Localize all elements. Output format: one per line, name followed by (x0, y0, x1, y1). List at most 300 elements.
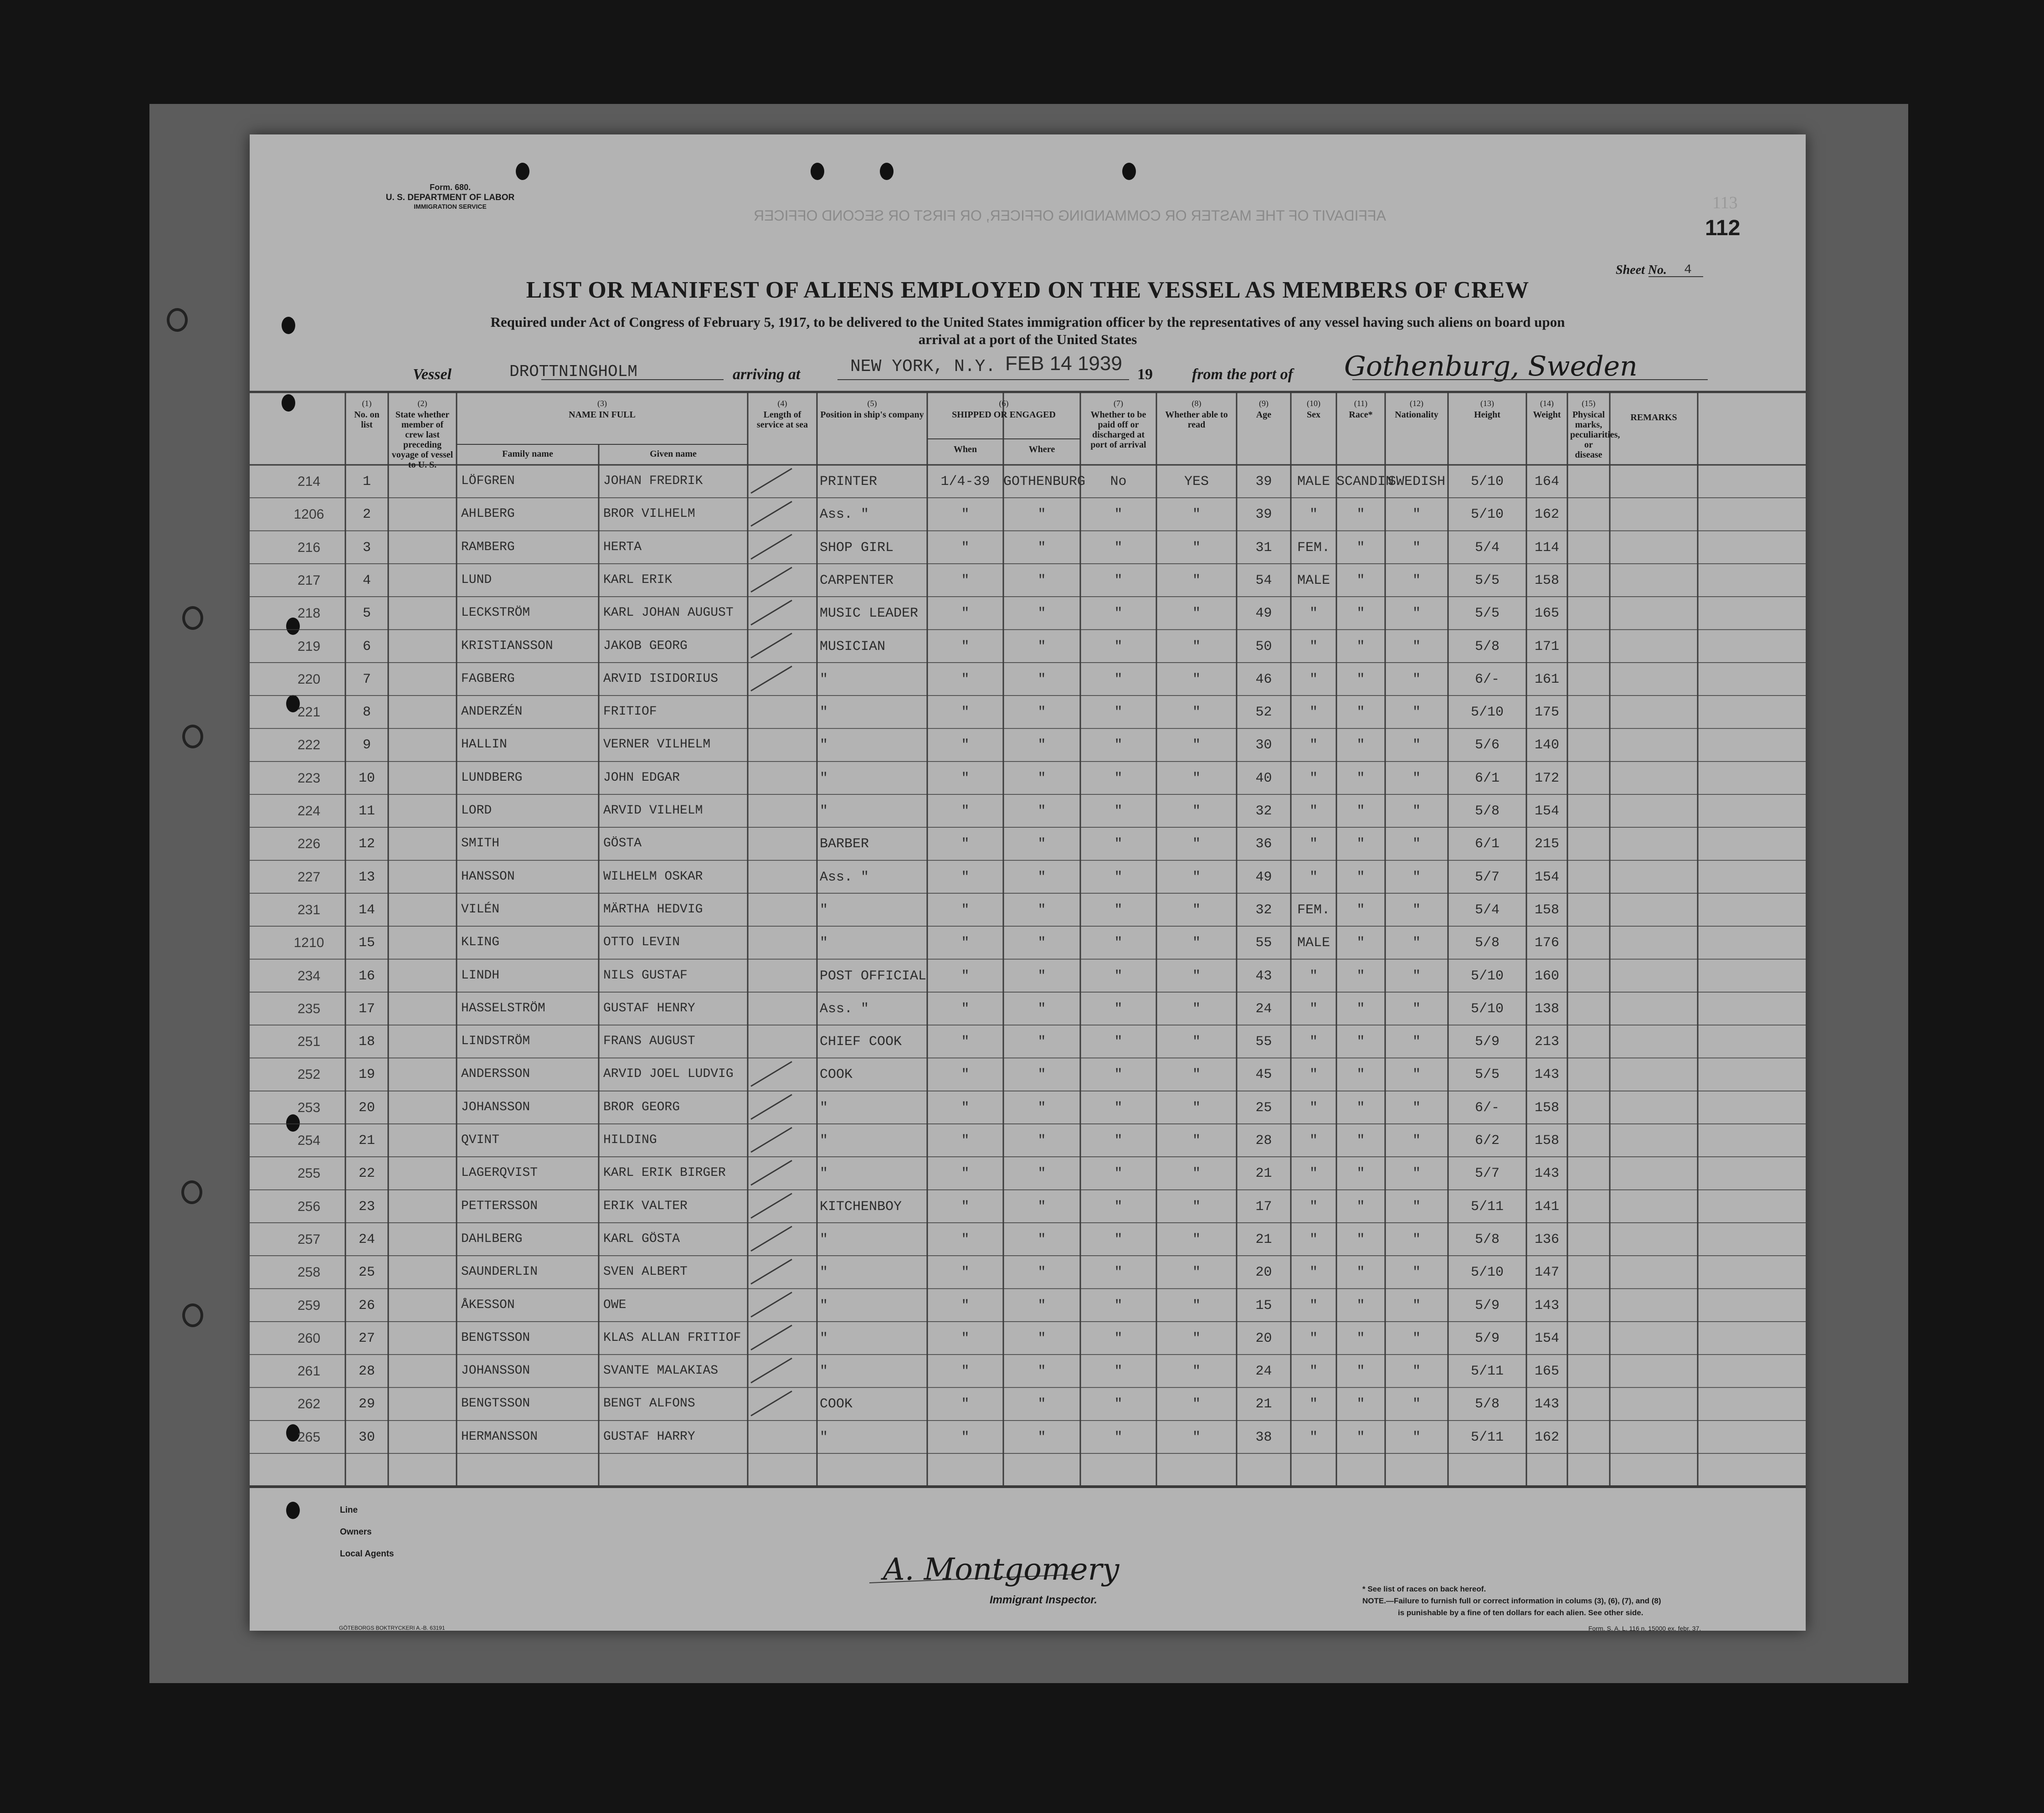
column-header-label: Height (1474, 410, 1500, 420)
crew-family-cell: VILÉN (461, 902, 500, 917)
crew-age-cell: 20 (1255, 1265, 1272, 1281)
column-number: (2) (417, 399, 427, 408)
crew-when-cell: " (961, 1001, 970, 1017)
crew-read-cell: " (1192, 869, 1201, 885)
crew-read-cell: " (1192, 770, 1201, 786)
crew-read-cell: " (1192, 1001, 1201, 1017)
inspector-label: Immigrant Inspector. (990, 1594, 1098, 1606)
crew-row (250, 1058, 1806, 1091)
crew-when-cell: " (961, 836, 970, 852)
crew-weight-cell: 140 (1534, 737, 1559, 753)
crew-race-cell: " (1356, 507, 1365, 523)
crew-given-cell: ARVID VILHELM (603, 803, 703, 818)
crew-given-cell: MÄRTHA HEDVIG (603, 902, 703, 917)
crew-height-cell: 5/8 (1474, 1396, 1500, 1412)
crew-age-cell: 39 (1255, 474, 1272, 489)
crew-nationality-cell: " (1412, 869, 1421, 885)
crew-paid-cell: " (1114, 1166, 1123, 1182)
crew-race-cell: SCANDIN. (1336, 474, 1402, 489)
crew-row (250, 893, 1806, 926)
crew-no-cell: 23 (358, 1199, 375, 1215)
crew-age-cell: 39 (1255, 507, 1272, 523)
vessel-label: Vessel (413, 366, 452, 383)
crew-given-cell: BROR VILHELM (603, 507, 695, 521)
crew-age-cell: 40 (1255, 770, 1272, 786)
crew-sex-cell: " (1309, 1231, 1318, 1247)
crew-paid-cell: " (1114, 639, 1123, 654)
crew-when-cell: " (961, 1298, 970, 1313)
crew-ref-cell: 217 (297, 572, 321, 588)
crew-read-cell: " (1192, 1199, 1201, 1215)
crew-paid-cell: " (1114, 935, 1123, 951)
crew-age-cell: 17 (1255, 1199, 1272, 1215)
crew-weight-cell: 138 (1534, 1001, 1559, 1017)
crew-weight-cell: 158 (1534, 572, 1559, 588)
crew-given-cell: JOHAN FREDRIK (603, 474, 703, 488)
crew-nationality-cell: " (1412, 1330, 1421, 1346)
crew-row (250, 1025, 1806, 1058)
crew-nationality-cell: " (1412, 737, 1421, 753)
column-header-label: NAME IN FULL (569, 410, 636, 420)
crew-where-cell: " (1037, 737, 1046, 753)
crew-ref-cell: 220 (297, 671, 321, 687)
crew-when-cell: " (961, 705, 970, 721)
crew-ref-cell: 256 (297, 1199, 321, 1214)
crew-read-cell: " (1192, 1231, 1201, 1247)
crew-weight-cell: 162 (1534, 1429, 1559, 1445)
crew-family-cell: LAGERQVIST (461, 1166, 538, 1180)
departure-port: Gothenburg, Sweden (1344, 350, 1638, 382)
crew-ref-cell: 1206 (293, 507, 324, 522)
penalty-note-line1: NOTE.—Failure to furnish full or correct information in colums (3), (6), (7), and (8) (1362, 1597, 1661, 1605)
crew-where-cell: " (1037, 1231, 1046, 1247)
crew-family-cell: PETTERSSON (461, 1199, 538, 1213)
crew-given-cell: NILS GUSTAF (603, 968, 688, 983)
crew-row (250, 1223, 1806, 1256)
crew-position-cell: CHIEF COOK (820, 1034, 902, 1050)
crew-ref-cell: 258 (297, 1265, 321, 1280)
crew-paid-cell: No (1110, 474, 1127, 489)
crew-race-cell: " (1356, 770, 1365, 786)
crew-ref-cell: 265 (297, 1429, 321, 1445)
crew-read-cell: " (1192, 671, 1201, 687)
crew-height-cell: 6/1 (1474, 836, 1500, 852)
crew-no-cell: 26 (358, 1298, 375, 1313)
crew-no-cell: 17 (358, 1001, 375, 1017)
crew-sex-cell: MALE (1297, 572, 1330, 588)
crew-race-cell: " (1356, 1396, 1365, 1412)
crew-read-cell: " (1192, 639, 1201, 654)
crew-race-cell: " (1356, 572, 1365, 588)
crew-sex-cell: " (1309, 770, 1318, 786)
form-code: Form. S. A. L. 116 n. 15000 ex. febr. 37. (1588, 1625, 1701, 1632)
crew-nationality-cell: " (1412, 1034, 1421, 1050)
crew-family-cell: LORD (461, 803, 492, 818)
crew-where-cell: " (1037, 1001, 1046, 1017)
crew-no-cell: 19 (358, 1067, 375, 1083)
column-header-label: Age (1256, 410, 1272, 420)
crew-sex-cell: " (1309, 869, 1318, 885)
crew-weight-cell: 158 (1534, 902, 1559, 918)
crew-height-cell: 5/7 (1474, 1166, 1500, 1182)
crew-age-cell: 32 (1255, 803, 1272, 819)
crew-paid-cell: " (1114, 968, 1123, 984)
crew-paid-cell: " (1114, 902, 1123, 918)
crew-height-cell: 5/5 (1474, 572, 1500, 588)
crew-family-cell: JOHANSSON (461, 1100, 530, 1114)
crew-ref-cell: 223 (297, 770, 321, 786)
crew-read-cell: " (1192, 1364, 1201, 1380)
column-number: (12) (1410, 399, 1423, 408)
crew-when-cell: " (961, 1364, 970, 1380)
crew-height-cell: 5/5 (1474, 606, 1500, 622)
crew-age-cell: 30 (1255, 737, 1272, 753)
column-header-label: Family name (502, 449, 553, 459)
crew-given-cell: KARL JOHAN AUGUST (603, 606, 734, 620)
crew-nationality-cell: " (1412, 770, 1421, 786)
crew-weight-cell: 213 (1534, 1034, 1559, 1050)
crew-height-cell: 5/10 (1470, 705, 1504, 721)
crew-paid-cell: " (1114, 1364, 1123, 1380)
sheet-number-value: 4 (1684, 263, 1692, 277)
crew-where-cell: " (1037, 1364, 1046, 1380)
crew-read-cell: " (1192, 705, 1201, 721)
crew-read-cell: " (1192, 1298, 1201, 1313)
crew-race-cell: " (1356, 1001, 1365, 1017)
crew-height-cell: 5/8 (1474, 639, 1500, 654)
crew-sex-cell: " (1309, 1133, 1318, 1149)
crew-sex-cell: " (1309, 1166, 1318, 1182)
crew-sex-cell: " (1309, 968, 1318, 984)
crew-when-cell: " (961, 1429, 970, 1445)
crew-position-cell: " (820, 737, 828, 753)
crew-family-cell: LINDSTRÖM (461, 1034, 530, 1049)
crew-given-cell: ERIK VALTER (603, 1199, 688, 1213)
crew-family-cell: RAMBERG (461, 540, 515, 554)
column-number: (3) (597, 399, 607, 408)
crew-given-cell: GÖSTA (603, 836, 642, 851)
crew-row (250, 1289, 1806, 1322)
crew-no-cell: 20 (358, 1100, 375, 1116)
crew-paid-cell: " (1114, 1231, 1123, 1247)
crew-ref-cell: 255 (297, 1166, 321, 1181)
crew-height-cell: 5/10 (1470, 507, 1504, 523)
crew-where-cell: " (1037, 1100, 1046, 1116)
crew-row (250, 597, 1806, 629)
crew-age-cell: 55 (1255, 935, 1272, 951)
crew-read-cell: " (1192, 1265, 1201, 1281)
crew-given-cell: KARL GÖSTA (603, 1231, 680, 1246)
crew-no-cell: 29 (358, 1396, 375, 1412)
crew-family-cell: QVINT (461, 1133, 500, 1147)
crew-age-cell: 31 (1255, 540, 1272, 556)
crew-age-cell: 38 (1255, 1429, 1272, 1445)
crew-when-cell: " (961, 803, 970, 819)
crew-when-cell: " (961, 968, 970, 984)
binder-hole (182, 606, 203, 630)
crew-age-cell: 24 (1255, 1001, 1272, 1017)
crew-age-cell: 15 (1255, 1298, 1272, 1313)
inspector-signature: A. Montgomery (883, 1552, 1120, 1587)
crew-age-cell: 46 (1255, 671, 1272, 687)
crew-ref-cell: 262 (297, 1396, 321, 1412)
crew-when-cell: " (961, 935, 970, 951)
crew-race-cell: " (1356, 1199, 1365, 1215)
crew-height-cell: 5/11 (1470, 1199, 1504, 1215)
crew-nationality-cell: " (1412, 1100, 1421, 1116)
crew-where-cell: " (1037, 803, 1046, 819)
crew-weight-cell: 175 (1534, 705, 1559, 721)
column-number: (5) (867, 399, 877, 408)
crew-nationality-cell: " (1412, 935, 1421, 951)
crew-race-cell: " (1356, 803, 1365, 819)
crew-no-cell: 9 (362, 737, 371, 753)
crew-age-cell: 21 (1255, 1396, 1272, 1412)
column-header-label: Weight (1533, 410, 1561, 420)
crew-nationality-cell: " (1412, 540, 1421, 556)
crew-row (250, 827, 1806, 860)
crew-position-cell: " (820, 1100, 828, 1116)
crew-sex-cell: MALE (1297, 474, 1330, 489)
crew-paid-cell: " (1114, 507, 1123, 523)
crew-nationality-cell: " (1412, 1166, 1421, 1182)
crew-paid-cell: " (1114, 705, 1123, 721)
crew-given-cell: JOHN EDGAR (603, 770, 680, 785)
crew-height-cell: 5/8 (1474, 1231, 1500, 1247)
crew-given-cell: JAKOB GEORG (603, 639, 688, 653)
crew-row (250, 762, 1806, 794)
crew-nationality-cell: " (1412, 705, 1421, 721)
crew-paid-cell: " (1114, 1100, 1123, 1116)
crew-sex-cell: " (1309, 1298, 1318, 1313)
crew-where-cell: " (1037, 606, 1046, 622)
crew-family-cell: BENGTSSON (461, 1396, 530, 1411)
crew-where-cell: " (1037, 1034, 1046, 1050)
crew-weight-cell: 172 (1534, 770, 1559, 786)
column-number: (11) (1354, 399, 1368, 408)
crew-when-cell: " (961, 572, 970, 588)
crew-ref-cell: 235 (297, 1001, 321, 1016)
crew-position-cell: " (820, 902, 828, 918)
crew-no-cell: 22 (358, 1166, 375, 1182)
crew-nationality-cell: " (1412, 639, 1421, 654)
crew-no-cell: 5 (362, 606, 371, 622)
column-header-label: State whether member of crew last preceding voyage of vessel to U. S. (391, 410, 453, 470)
crew-ref-cell: 218 (297, 606, 321, 621)
crew-position-cell: " (820, 1429, 828, 1445)
crew-no-cell: 27 (358, 1330, 375, 1346)
crew-given-cell: KARL ERIK (603, 572, 673, 587)
crew-given-cell: WILHELM OSKAR (603, 869, 703, 884)
year-label: 19 (1137, 366, 1153, 383)
crew-position-cell: " (820, 770, 828, 786)
crew-row (250, 1190, 1806, 1223)
crew-when-cell: " (961, 540, 970, 556)
crew-when-cell: " (961, 507, 970, 523)
crew-race-cell: " (1356, 606, 1365, 622)
crew-race-cell: " (1356, 869, 1365, 885)
mirrored-affidavit-text: AFFIDAVIT OF THE MASTER OR COMMANDING OFFICER, OR FIRST OR SECOND OFFICER (754, 207, 1386, 224)
crew-weight-cell: 143 (1534, 1298, 1559, 1313)
crew-given-cell: BENGT ALFONS (603, 1396, 695, 1411)
crew-nationality-cell: " (1412, 1364, 1421, 1380)
crew-race-cell: " (1356, 1429, 1365, 1445)
binder-hole (181, 1180, 202, 1204)
crew-family-cell: KRISTIANSSON (461, 639, 553, 653)
crew-height-cell: 5/10 (1470, 1001, 1504, 1017)
crew-sex-cell: " (1309, 671, 1318, 687)
crew-race-cell: " (1356, 705, 1365, 721)
crew-position-cell: MUSICIAN (820, 639, 886, 654)
column-number: (10) (1307, 399, 1320, 408)
column-header-label: Nationality (1395, 410, 1438, 420)
crew-given-cell: KARL ERIK BIRGER (603, 1166, 726, 1180)
crew-row (250, 465, 1806, 498)
crew-position-cell: SHOP GIRL (820, 540, 894, 556)
crew-no-cell: 3 (362, 540, 371, 556)
crew-race-cell: " (1356, 935, 1365, 951)
column-number: (4) (777, 399, 787, 408)
crew-no-cell: 24 (358, 1231, 375, 1247)
crew-race-cell: " (1356, 1364, 1365, 1380)
column-header-label: Whether to be paid off or discharged at port of arrival (1090, 410, 1146, 450)
column-header-label: Position in ship's company (820, 410, 924, 420)
crew-weight-cell: 143 (1534, 1396, 1559, 1412)
crew-when-cell: " (961, 869, 970, 885)
crew-paid-cell: " (1114, 1034, 1123, 1050)
crew-weight-cell: 154 (1534, 1330, 1559, 1346)
crew-position-cell: KITCHENBOY (820, 1199, 902, 1215)
column-header-label: Given name (650, 449, 697, 459)
crew-position-cell: " (820, 1364, 828, 1380)
crew-read-cell: " (1192, 1330, 1201, 1346)
crew-weight-cell: 164 (1534, 474, 1559, 489)
crew-race-cell: " (1356, 968, 1365, 984)
crew-given-cell: ARVID JOEL LUDVIG (603, 1067, 734, 1082)
crew-row (250, 1322, 1806, 1355)
crew-family-cell: ÅKESSON (461, 1298, 515, 1312)
crew-read-cell: " (1192, 540, 1201, 556)
crew-nationality-cell: " (1412, 968, 1421, 984)
crew-read-cell: " (1192, 836, 1201, 852)
crew-weight-cell: 176 (1534, 935, 1559, 951)
crew-read-cell: " (1192, 606, 1201, 622)
crew-weight-cell: 136 (1534, 1231, 1559, 1247)
crew-no-cell: 16 (358, 968, 375, 984)
crew-weight-cell: 154 (1534, 869, 1559, 885)
crew-weight-cell: 114 (1534, 540, 1559, 556)
crew-where-cell: " (1037, 1396, 1046, 1412)
crew-height-cell: 5/10 (1470, 474, 1504, 489)
crew-nationality-cell: " (1412, 1001, 1421, 1017)
crew-where-cell: " (1037, 968, 1046, 984)
crew-position-cell: " (820, 1166, 828, 1182)
crew-row (250, 564, 1806, 597)
crew-nationality-cell: SWEDISH (1387, 474, 1446, 489)
crew-family-cell: LUND (461, 572, 492, 587)
crew-ref-cell: 219 (297, 639, 321, 654)
crew-where-cell: " (1037, 705, 1046, 721)
crew-sex-cell: " (1309, 737, 1318, 753)
crew-paid-cell: " (1114, 770, 1123, 786)
crew-where-cell: " (1037, 1199, 1046, 1215)
crew-paid-cell: " (1114, 1330, 1123, 1346)
from-port-label: from the port of (1192, 366, 1293, 383)
page-number: 112 (1705, 216, 1741, 240)
crew-weight-cell: 165 (1534, 1364, 1559, 1380)
crew-sex-cell: " (1309, 1396, 1318, 1412)
crew-paid-cell: " (1114, 836, 1123, 852)
crew-height-cell: 5/4 (1474, 902, 1500, 918)
crew-race-cell: " (1356, 540, 1365, 556)
crew-when-cell: " (961, 1133, 970, 1149)
crew-where-cell: " (1037, 902, 1046, 918)
crew-weight-cell: 158 (1534, 1133, 1559, 1149)
crew-paid-cell: " (1114, 1265, 1123, 1281)
department-name: U. S. DEPARTMENT OF LABOR (385, 193, 515, 202)
crew-position-cell: " (820, 1231, 828, 1247)
crew-no-cell: 13 (358, 869, 375, 885)
crew-given-cell: SVEN ALBERT (603, 1265, 688, 1279)
crew-family-cell: JOHANSSON (461, 1364, 530, 1378)
crew-sex-cell: " (1309, 606, 1318, 622)
crew-ref-cell: 227 (297, 869, 321, 885)
crew-position-cell: COOK (820, 1396, 853, 1412)
crew-sex-cell: " (1309, 1067, 1318, 1083)
crew-ref-cell: 251 (297, 1034, 321, 1050)
column-header-label: When (953, 444, 977, 454)
crew-position-cell: PRINTER (820, 474, 878, 489)
crew-row (250, 1355, 1806, 1387)
crew-sex-cell: " (1309, 1199, 1318, 1215)
crew-read-cell: YES (1184, 474, 1209, 489)
column-header-label: Sex (1307, 410, 1320, 420)
crew-weight-cell: 143 (1534, 1166, 1559, 1182)
crew-weight-cell: 143 (1534, 1067, 1559, 1083)
crew-age-cell: 24 (1255, 1364, 1272, 1380)
crew-read-cell: " (1192, 968, 1201, 984)
crew-no-cell: 8 (362, 705, 371, 721)
crew-age-cell: 43 (1255, 968, 1272, 984)
crew-family-cell: LECKSTRÖM (461, 606, 530, 620)
arriving-label: arriving at (733, 366, 801, 383)
manifest-subtitle-line1: Required under Act of Congress of February 5, 1917, to be delivered to the United States immigration officer by the representatives of any vessel having such aliens on board upon (490, 314, 1565, 330)
crew-row (250, 992, 1806, 1025)
crew-nationality-cell: " (1412, 1298, 1421, 1313)
crew-height-cell: 5/11 (1470, 1429, 1504, 1445)
crew-height-cell: 5/9 (1474, 1034, 1500, 1050)
crew-read-cell: " (1192, 902, 1201, 918)
crew-read-cell: " (1192, 572, 1201, 588)
crew-when-cell: " (961, 1100, 970, 1116)
crew-sex-cell: " (1309, 639, 1318, 654)
crew-row (250, 630, 1806, 663)
crew-when-cell: " (961, 902, 970, 918)
crew-where-cell: " (1037, 935, 1046, 951)
crew-ref-cell: 222 (297, 737, 321, 753)
crew-age-cell: 49 (1255, 606, 1272, 622)
crew-row (250, 531, 1806, 564)
crew-position-cell: Ass. " (820, 869, 869, 885)
crew-row (250, 1157, 1806, 1190)
crew-weight-cell: 162 (1534, 507, 1559, 523)
column-header-label: Race* (1349, 410, 1373, 420)
crew-row (250, 860, 1806, 893)
crew-row (250, 1091, 1806, 1124)
crew-sex-cell: " (1309, 705, 1318, 721)
crew-race-cell: " (1356, 1133, 1365, 1149)
crew-given-cell: BROR GEORG (603, 1100, 680, 1114)
